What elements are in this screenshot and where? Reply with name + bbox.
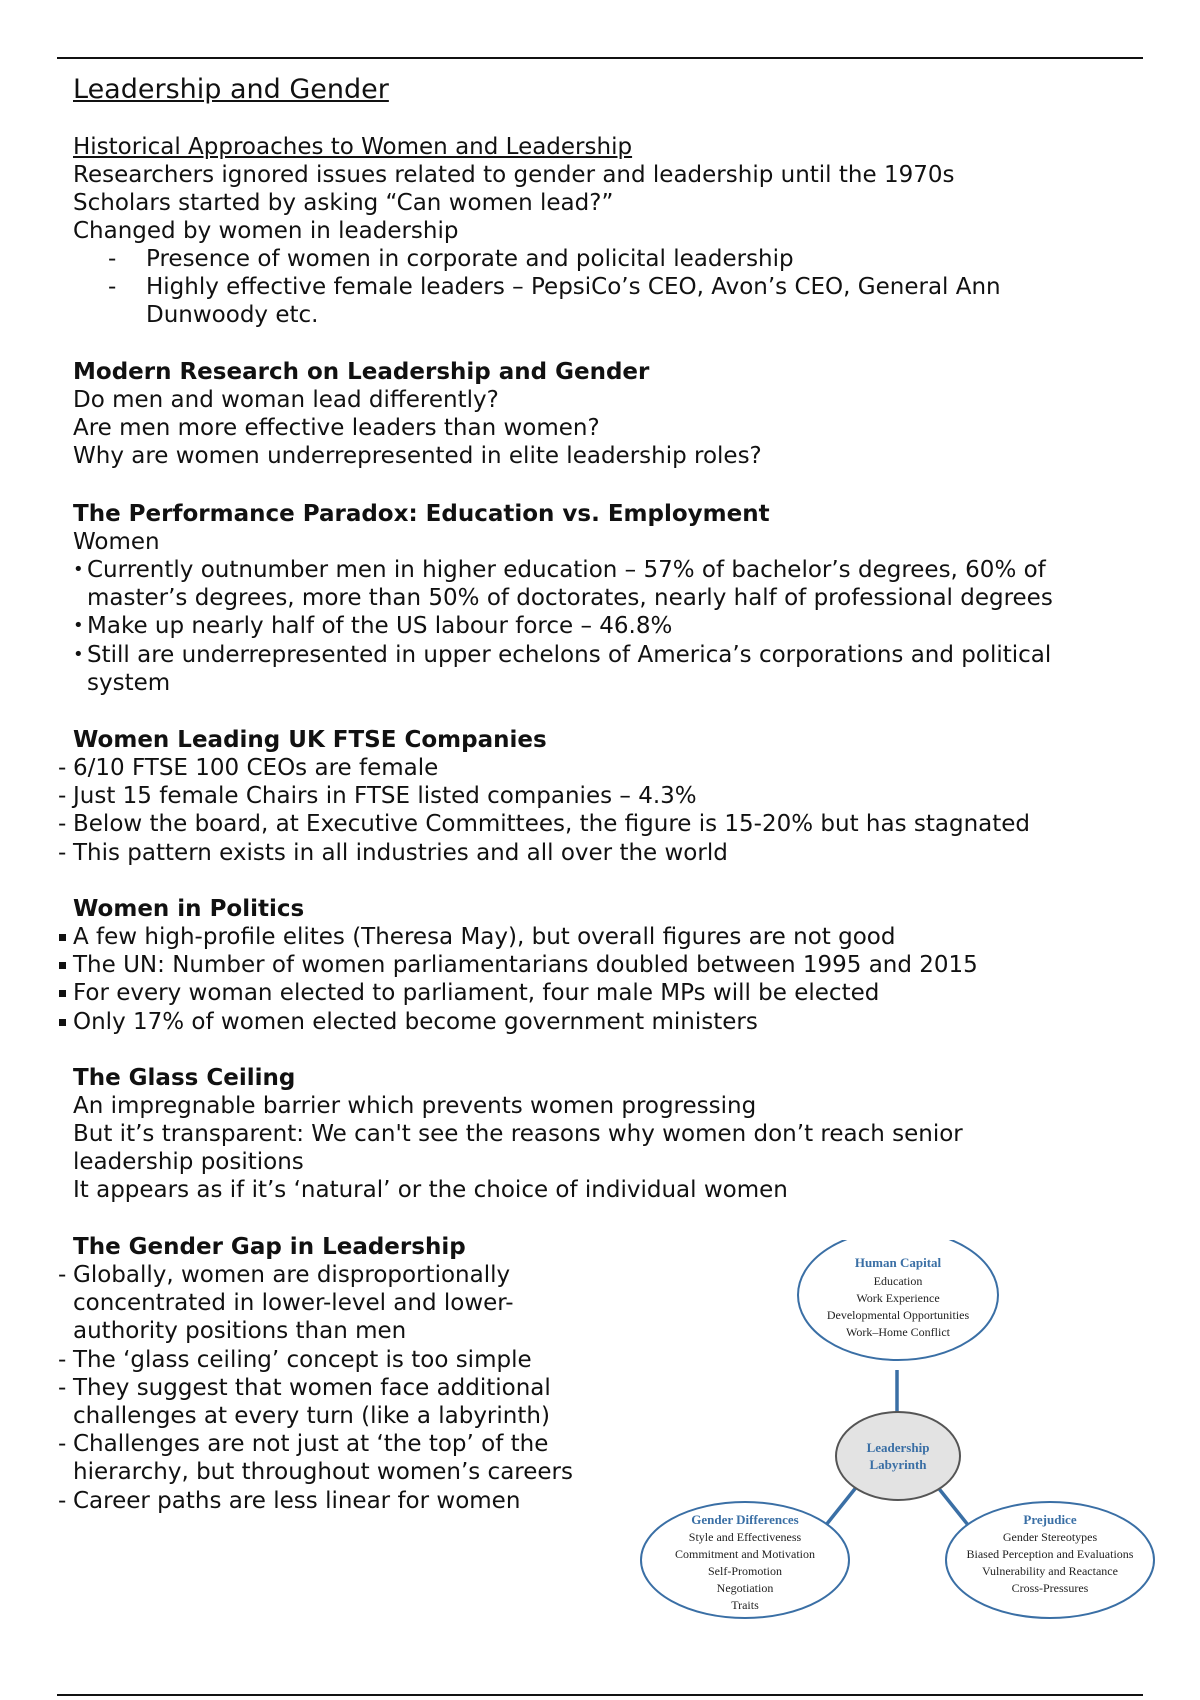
- ftse-heading: Women Leading UK FTSE Companies: [73, 727, 547, 753]
- glass-line: An impregnable barrier which prevents women progressing: [73, 1093, 757, 1119]
- bottom-rule: [57, 1694, 1143, 1696]
- leadership-labyrinth-diagram: [640, 1240, 1160, 1620]
- list-item: - Career paths are less linear for women: [58, 1487, 618, 1515]
- connector-line: [822, 1485, 858, 1530]
- center-label: Labyrinth: [869, 1457, 927, 1472]
- modern-line: Are men more effective leaders than women?: [73, 415, 600, 441]
- historical-line: Scholars started by asking “Can women lead?”: [73, 190, 614, 216]
- list-item: - Just 15 female Chairs in FTSE listed companies – 4.3%: [58, 782, 1138, 810]
- ftse-bullet-list: [58, 754, 1138, 867]
- list-item: - The ‘glass ceiling’ concept is too simple: [58, 1346, 618, 1374]
- list-item: - They suggest that women face additional challenges at every turn (like a labyrinth): [58, 1374, 593, 1430]
- paradox-subject: Women: [73, 529, 160, 555]
- human-capital-item: Work Experience: [856, 1291, 940, 1305]
- human-capital-title: Human Capital: [854, 1255, 942, 1270]
- gender-differences-item: Commitment and Motivation: [675, 1547, 815, 1561]
- human-capital-item: Work–Home Conflict: [845, 1325, 951, 1339]
- politics-heading: Women in Politics: [73, 896, 305, 922]
- gender-differences-item: Negotiation: [716, 1581, 774, 1595]
- list-item: - This pattern exists in all industries and all over the world: [58, 839, 1138, 867]
- gender-differences-item: Style and Effectiveness: [688, 1530, 802, 1544]
- politics-bullet-list: [58, 923, 1138, 1036]
- list-item: • Still are underrepresented in upper echelons of America’s corporations and political system: [73, 641, 1133, 697]
- historical-bullet-list: [108, 245, 1068, 330]
- modern-heading: Modern Research on Leadership and Gender: [73, 359, 650, 385]
- human-capital-item: Developmental Opportunities: [826, 1308, 970, 1322]
- list-item: • Currently outnumber men in higher education – 57% of bachelor’s degrees, 60% of master’s degrees, more than 50% of doctorates, nearly half of professional degrees: [73, 556, 1133, 612]
- glass-line: But it’s transparent: We can't see the reasons why women don’t reach senior leadership positions: [73, 1121, 963, 1176]
- prejudice-item: Vulnerability and Reactance: [982, 1564, 1118, 1578]
- historical-line: Changed by women in leadership: [73, 218, 459, 244]
- prejudice-item: Gender Stereotypes: [1002, 1530, 1098, 1544]
- page-title: Leadership and Gender: [73, 74, 389, 105]
- list-item: - Below the board, at Executive Committees, the figure is 15-20% but has stagnated: [58, 810, 1138, 838]
- prejudice-title: Prejudice: [1023, 1512, 1077, 1527]
- human-capital-item: Education: [873, 1274, 923, 1288]
- glass-line: It appears as if it’s ‘natural’ or the choice of individual women: [73, 1177, 788, 1203]
- prejudice-item: Biased Perception and Evaluations: [966, 1547, 1134, 1561]
- list-item: The UN: Number of women parliamentarians doubled between 1995 and 2015: [58, 951, 1138, 979]
- historical-heading: Historical Approaches to Women and Leadership: [73, 134, 633, 160]
- list-item: - Highly effective female leaders – PepsiCo’s CEO, Avon’s CEO, General Ann Dunwoody etc.: [108, 273, 1046, 329]
- list-item: A few high-profile elites (Theresa May), but overall figures are not good: [58, 923, 1138, 951]
- gender-differences-item: Traits: [731, 1598, 759, 1612]
- gender-differences-item: Self-Promotion: [708, 1564, 782, 1578]
- glass-heading: The Glass Ceiling: [73, 1065, 296, 1091]
- historical-line: Researchers ignored issues related to gender and leadership until the 1970s: [73, 162, 955, 188]
- gap-bullet-list: [58, 1261, 618, 1515]
- modern-line: Do men and woman lead differently?: [73, 387, 499, 413]
- gap-heading: The Gender Gap in Leadership: [73, 1234, 466, 1260]
- list-item: - 6/10 FTSE 100 CEOs are female: [58, 754, 1138, 782]
- list-item: - Globally, women are disproportionally concentrated in lower-level and lower-authority positions than men: [58, 1261, 553, 1346]
- paradox-heading: The Performance Paradox: Education vs. Employment: [73, 501, 770, 527]
- list-item: - Challenges are not just at ‘the top’ of the hierarchy, but throughout women’s careers: [58, 1430, 613, 1486]
- paradox-bullet-list: [73, 556, 1133, 697]
- list-item: - Presence of women in corporate and policital leadership: [108, 245, 1068, 273]
- list-item: • Make up nearly half of the US labour force – 46.8%: [73, 612, 1133, 640]
- gender-differences-title: Gender Differences: [691, 1512, 799, 1527]
- list-item: For every woman elected to parliament, four male MPs will be elected: [58, 979, 1138, 1007]
- center-label: Leadership: [866, 1440, 930, 1455]
- modern-line: Why are women underrepresented in elite leadership roles?: [73, 443, 762, 469]
- top-rule: [57, 57, 1143, 59]
- prejudice-item: Cross-Pressures: [1011, 1581, 1089, 1595]
- connector-line: [936, 1485, 972, 1530]
- list-item: Only 17% of women elected become government ministers: [58, 1008, 1138, 1036]
- center-ellipse: [836, 1412, 960, 1500]
